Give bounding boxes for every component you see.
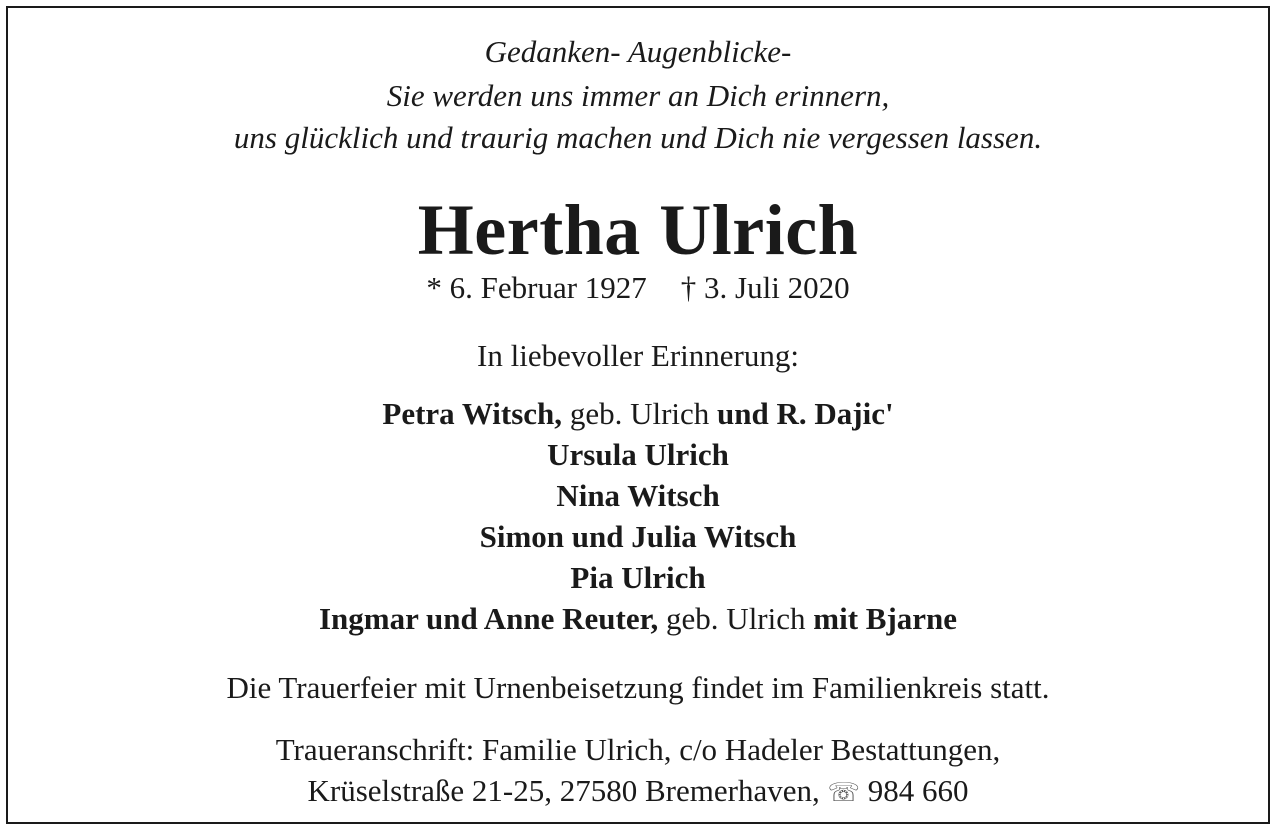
mourner-extra: mit Bjarne <box>813 601 958 636</box>
mourner-name: Ursula Ulrich <box>547 437 729 472</box>
mourner-line-6 <box>8 603 1268 634</box>
death-date: † 3. Juli 2020 <box>680 270 850 305</box>
mourner-line-3 <box>8 480 1268 511</box>
birth-date: * 6. Februar 1927 <box>426 270 647 305</box>
mourner-line-2 <box>8 439 1268 470</box>
mourner-line-4 <box>8 521 1268 552</box>
mourner-line-1 <box>8 398 1268 429</box>
ceremony-text: Die Trauerfeier mit Urnenbeisetzung findet im Familienkreis statt. <box>226 670 1050 705</box>
phone-number: 984 660 <box>867 773 969 808</box>
mourner-extra: und R. Dajic' <box>717 396 894 431</box>
deceased-name: Hertha Ulrich <box>417 190 859 270</box>
mourner-name: Simon und Julia Witsch <box>479 519 797 554</box>
poem-line-1: Gedanken- Augenblicke- <box>484 34 792 69</box>
phone-icon: ☏ <box>827 778 860 808</box>
poem-line-3: uns glücklich und traurig machen und Dich nie vergessen lassen. <box>233 120 1043 155</box>
intro-text: In liebevoller Erinnerung: <box>477 338 799 373</box>
mourner-name: Nina Witsch <box>556 478 720 513</box>
address-street: Krüselstraße 21-25, 27580 Bremerhaven, <box>307 773 820 808</box>
address-line-1: Traueranschrift: Familie Ulrich, c/o Hadeler Bestattungen, <box>275 732 1001 767</box>
life-dates <box>8 272 1268 303</box>
mourner-note: geb. Ulrich <box>569 396 710 431</box>
poem-line-2: Sie werden uns immer an Dich erinnern, <box>386 78 890 113</box>
mourner-name: Petra Witsch, <box>382 396 563 431</box>
mourner-line-5 <box>8 562 1268 593</box>
address-line-2 <box>8 775 1268 806</box>
mourner-name: Pia Ulrich <box>570 560 706 595</box>
mourner-name: Ingmar und Anne Reuter, <box>318 601 659 636</box>
obituary-notice <box>6 6 1270 824</box>
mourner-note: geb. Ulrich <box>666 601 806 636</box>
